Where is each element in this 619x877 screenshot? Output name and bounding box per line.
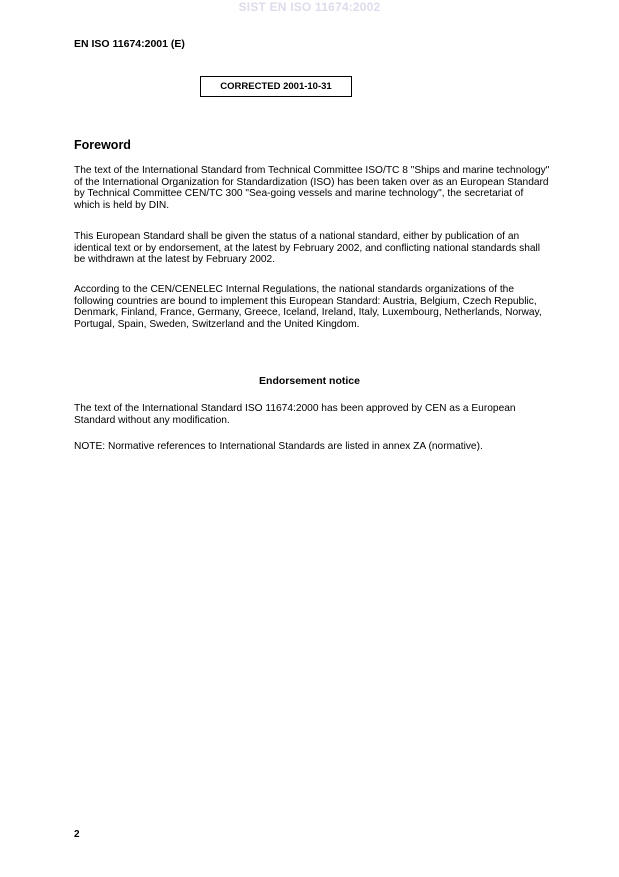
page-number: 2	[74, 829, 80, 840]
endorsement-paragraph: The text of the International Standard ISO 11674:2000 has been approved by CEN as a European Standard without any modification.	[74, 403, 516, 426]
normative-note: NOTE: Normative references to International Standards are listed in annex ZA (normative).	[74, 441, 483, 452]
document-id: EN ISO 11674:2001 (E)	[74, 38, 185, 50]
foreword-heading: Foreword	[74, 138, 131, 152]
foreword-paragraph-3: According to the CEN/CENELEC Internal Regulations, the national standards organizations of the following countries are bound to implement this European Standard: Austria, Belgium, Czech Republic, Denmark, Finland, France, Germany, Greece, Iceland, Ireland, Italy, Luxembourg, Netherlands, Norway, Portugal, Spain, Sweden, Switzerland and the United Kingdom.	[74, 284, 542, 330]
foreword-paragraph-1: The text of the International Standard from Technical Committee ISO/TC 8 "Ships and marine technology" of the International Organization for Standardization (ISO) has been taken over as an European Standard by Technical Committee CEN/TC 300 "Sea-going vessels and marine technology", the secretariat of which is held by DIN.	[74, 165, 550, 211]
corrected-stamp: CORRECTED 2001-10-31	[200, 76, 352, 97]
endorsement-heading: Endorsement notice	[259, 375, 360, 387]
foreword-paragraph-2: This European Standard shall be given the status of a national standard, either by publication of an identical text or by endorsement, at the latest by February 2002, and conflicting national standards shall be withdrawn at the latest by February 2002.	[74, 231, 541, 266]
watermark: SIST EN ISO 11674:2002	[238, 0, 381, 14]
